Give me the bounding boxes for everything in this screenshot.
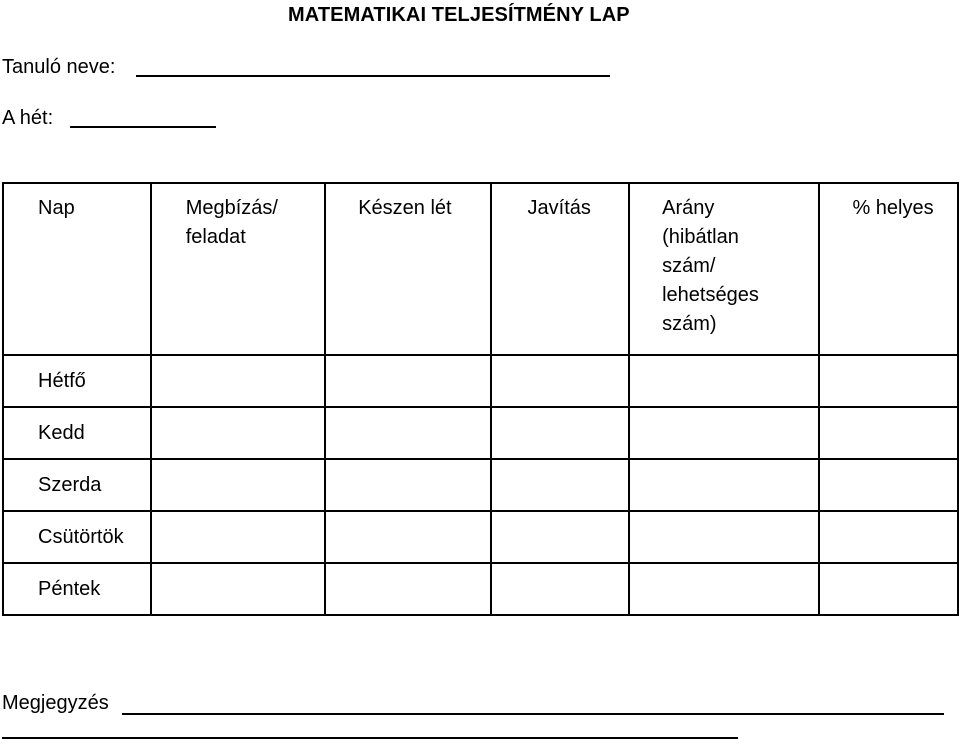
table-row — [3, 563, 958, 615]
day-cell: Hétfő — [3, 355, 151, 407]
table-row — [3, 355, 958, 407]
week-line[interactable] — [70, 126, 216, 128]
note-line-1[interactable] — [122, 713, 944, 715]
table-cell[interactable] — [151, 563, 326, 615]
table-cell[interactable] — [325, 459, 490, 511]
header-arany: Arány (hibátlan szám/ lehetséges szám) — [629, 183, 819, 355]
table-cell[interactable] — [325, 407, 490, 459]
table-cell[interactable] — [819, 563, 958, 615]
table-cell[interactable] — [491, 355, 630, 407]
table-cell[interactable] — [491, 511, 630, 563]
table-cell[interactable] — [819, 459, 958, 511]
table-cell[interactable] — [491, 563, 630, 615]
day-cell: Kedd — [3, 407, 151, 459]
header-javitas: Javítás — [491, 183, 630, 355]
table-cell[interactable] — [629, 459, 819, 511]
day-cell: Csütörtök — [3, 511, 151, 563]
note-label: Megjegyzés — [2, 692, 109, 714]
table-cell[interactable] — [151, 355, 326, 407]
header-szazalek-helyes: % helyes — [819, 183, 958, 355]
table-cell[interactable] — [491, 459, 630, 511]
table-cell[interactable] — [819, 511, 958, 563]
table-cell[interactable] — [629, 355, 819, 407]
table-row — [3, 407, 958, 459]
table-cell[interactable] — [819, 407, 958, 459]
table-cell[interactable] — [629, 407, 819, 459]
table-row — [3, 459, 958, 511]
table-cell[interactable] — [629, 563, 819, 615]
day-cell: Szerda — [3, 459, 151, 511]
header-megbizas: Megbízás/ feladat — [151, 183, 326, 355]
table-header-row — [3, 183, 958, 355]
table-cell[interactable] — [491, 407, 630, 459]
table-cell[interactable] — [819, 355, 958, 407]
header-keszen-let: Készen lét — [325, 183, 490, 355]
page-title: MATEMATIKAI TELJESÍTMÉNY LAP — [288, 4, 630, 26]
table-cell[interactable] — [629, 511, 819, 563]
table-row — [3, 511, 958, 563]
table-cell[interactable] — [151, 459, 326, 511]
week-label: A hét: — [2, 107, 54, 129]
table-cell[interactable] — [325, 563, 490, 615]
note-line-2[interactable] — [2, 737, 738, 739]
performance-table — [2, 182, 959, 616]
header-nap: Nap — [3, 183, 151, 355]
student-name-line[interactable] — [136, 75, 610, 77]
student-name-label: Tanuló neve: — [2, 56, 116, 78]
table-cell[interactable] — [151, 511, 326, 563]
table-cell[interactable] — [325, 511, 490, 563]
table-cell[interactable] — [325, 355, 490, 407]
day-cell: Péntek — [3, 563, 151, 615]
table-cell[interactable] — [151, 407, 326, 459]
